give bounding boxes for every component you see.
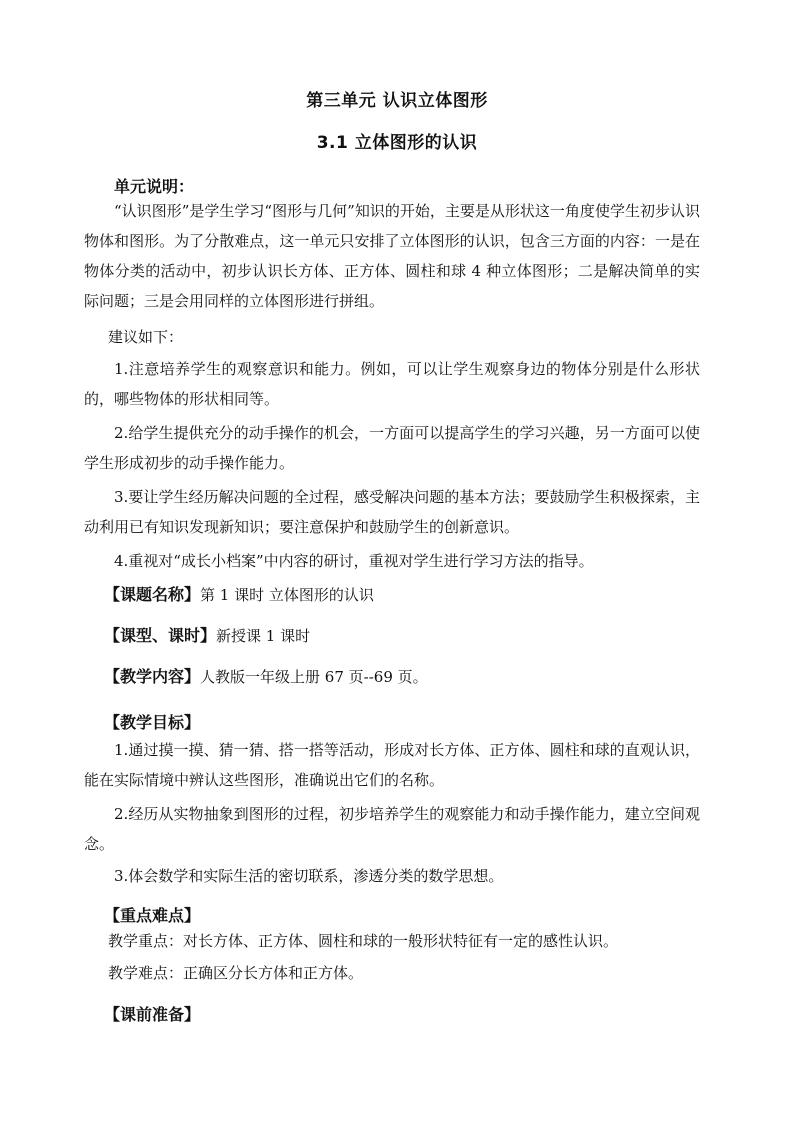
document-title: 第三单元 认识立体图形 [306, 91, 488, 111]
topic-row [104, 580, 694, 610]
suggestion-item-2: 2.给学生提供充分的动手操作的机会，一方面可以提高学生的学习兴趣，另一方面可以使学生形成初步的动手操作能力。 [84, 424, 700, 472]
unit-description: “认识图形”是学生学习“图形与几何”知识的开始，主要是从形状这一角度使学生初步认识物体和图形。为了分散难点，这一单元只安排了立体图形的认识，包含三方面的内容：一是在物体分类的活动中，初步认识长方体、正方体、圆柱和球 4 种立体图形；二是解决简单的实际问题；三是会用同样的立体图形进行拼组。 [84, 202, 700, 310]
goal-heading: 【教学目标】 [104, 713, 201, 732]
key-point: 教学重点：对长方体、正方体、圆柱和球的一般形状特征有一定的感性认识。 [108, 932, 619, 950]
unit-heading: 单元说明： [114, 177, 195, 196]
document-subtitle: 3.1 立体图形的认识 [316, 133, 478, 153]
content-label: 【教学内容】 [104, 667, 201, 686]
prep-heading: 【课前准备】 [104, 1005, 201, 1024]
content-value: 人教版一年级上册 67 页--69 页。 [200, 668, 428, 686]
suggestion-item-1: 1.注意培养学生的观察意识和能力。例如，可以让学生观察身边的物体分别是什么形状的，哪些物体的形状相同等。 [84, 360, 700, 408]
lesson-type-value: 新授课 1 课时 [216, 627, 311, 645]
suggestion-item-4: 4.重视对“成长小档案”中内容的研讨，重视对学生进行学习方法的指导。 [114, 552, 594, 570]
topic-label: 【课题名称】 [104, 585, 201, 604]
difficult-point: 教学难点：正确区分长方体和正方体。 [108, 964, 364, 982]
goal-item-1: 1.通过摸一摸、猜一猜、搭一搭等活动，形成对长方体、正方体、圆柱和球的直观认识，能在实际情境中辨认这些图形，准确说出它们的名称。 [84, 741, 700, 789]
goal-item-2: 2.经历从实物抽象到图形的过程，初步培养学生的观察能力和动手操作能力，建立空间观念。 [84, 805, 700, 853]
suggestion-item-3: 3.要让学生经历解决问题的全过程，感受解决问题的基本方法；要鼓励学生积极探索，主动利用已有知识发现新知识；要注意保护和鼓励学生的创新意识。 [84, 488, 700, 536]
suggestion-intro: 建议如下： [108, 328, 184, 346]
content-row [104, 662, 694, 692]
lesson-type-row [104, 621, 694, 651]
key-heading: 【重点难点】 [104, 906, 201, 925]
goal-item-3: 3.体会数学和实际生活的密切联系，渗透分类的数学思想。 [114, 867, 504, 885]
topic-value: 第 1 课时 立体图形的认识 [200, 586, 374, 604]
lesson-type-label: 【课型、课时】 [104, 626, 217, 645]
